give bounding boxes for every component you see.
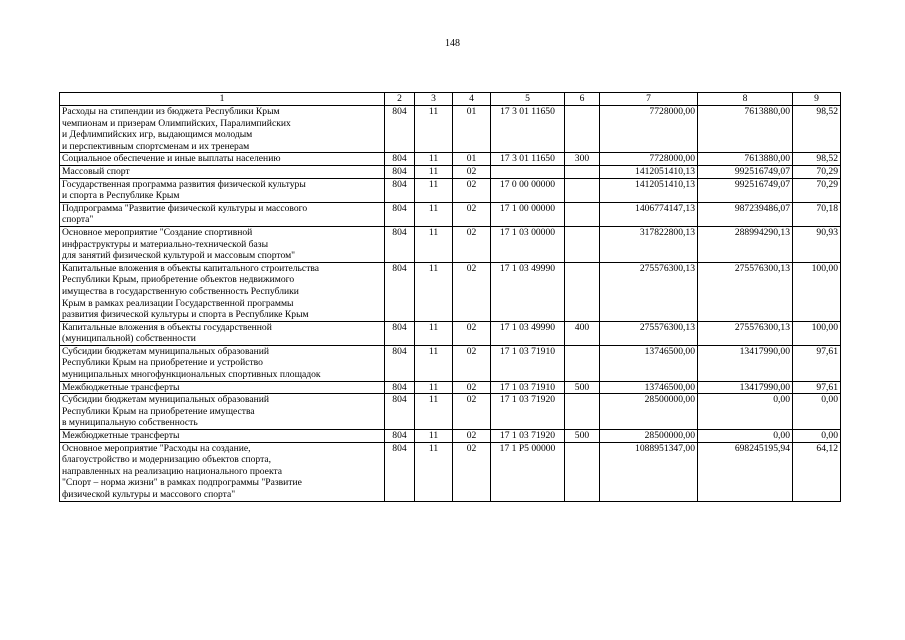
column-header-2: 2 [385, 93, 415, 106]
expense-type-cell [565, 226, 600, 262]
item-name-line: Государственная программа развития физической культуры [62, 178, 306, 190]
subsection-cell: 01 [453, 153, 491, 166]
item-name-cell [60, 394, 385, 430]
ved-code-cell: 804 [385, 430, 415, 443]
item-name-cell [60, 321, 385, 345]
subsection-cell: 02 [453, 202, 491, 226]
planned-amount-cell: 1412051410,13 [600, 178, 698, 202]
section-cell: 11 [415, 106, 453, 153]
section-cell: 11 [415, 153, 453, 166]
page-number: 148 [445, 38, 460, 49]
ved-code-cell: 804 [385, 321, 415, 345]
target-article-cell: 17 1 03 71920 [491, 430, 565, 443]
expense-type-cell [565, 202, 600, 226]
section-cell: 11 [415, 202, 453, 226]
item-name-line: Субсидии бюджетам муниципальных образований [62, 345, 270, 357]
column-header-4: 4 [453, 93, 491, 106]
budget-table [59, 92, 841, 502]
table-row [60, 262, 841, 321]
executed-amount-cell: 7613880,00 [698, 153, 793, 166]
subsection-cell: 02 [453, 381, 491, 394]
expense-type-cell: 500 [565, 381, 600, 394]
section-cell: 11 [415, 262, 453, 321]
expense-type-cell [565, 262, 600, 321]
planned-amount-cell: 1412051410,13 [600, 165, 698, 178]
item-name-line: физической культуры и массового спорта" [62, 489, 236, 500]
item-name-line: Социальное обеспечение и иные выплаты населению [62, 153, 281, 165]
target-article-cell: 17 1 03 49990 [491, 262, 565, 321]
column-header-9: 9 [793, 93, 841, 106]
planned-amount-cell: 28500000,00 [600, 430, 698, 443]
subsection-cell: 02 [453, 262, 491, 321]
section-cell: 11 [415, 178, 453, 202]
item-name-line: спорта" [62, 214, 94, 226]
item-name-line: Межбюджетные трансферты [62, 381, 180, 393]
execution-percent-cell: 100,00 [793, 262, 841, 321]
item-name-line: инфраструктуры и материально-технической базы [62, 238, 269, 250]
subsection-cell: 02 [453, 430, 491, 443]
execution-percent-cell: 0,00 [793, 430, 841, 443]
ved-code-cell: 804 [385, 442, 415, 501]
executed-amount-cell: 7613880,00 [698, 106, 793, 153]
executed-amount-cell: 992516749,07 [698, 178, 793, 202]
expense-type-cell: 300 [565, 153, 600, 166]
target-article-cell: 17 1 03 71910 [491, 345, 565, 381]
item-name-cell [60, 178, 385, 202]
section-cell: 11 [415, 321, 453, 345]
table-row [60, 381, 841, 394]
column-header-6: 6 [565, 93, 600, 106]
section-cell: 11 [415, 381, 453, 394]
execution-percent-cell: 0,00 [793, 394, 841, 430]
section-cell: 11 [415, 394, 453, 430]
execution-percent-cell: 97,61 [793, 381, 841, 394]
section-cell: 11 [415, 345, 453, 381]
planned-amount-cell: 1406774147,13 [600, 202, 698, 226]
target-article-cell: 17 1 03 71910 [491, 381, 565, 394]
item-name-line: Расходы на стипендии из бюджета Республики Крым [62, 106, 280, 117]
table-body [60, 106, 841, 502]
item-name-line: Основное мероприятие "Расходы на создание, [62, 442, 251, 454]
item-name-line: "Спорт – норма жизни" в рамках подпрограммы "Развитие [62, 477, 302, 489]
planned-amount-cell: 1088951347,00 [600, 442, 698, 501]
table-row [60, 345, 841, 381]
item-name-line: Субсидии бюджетам муниципальных образований [62, 394, 270, 406]
table-row [60, 226, 841, 262]
item-name-cell [60, 165, 385, 178]
column-header-7: 7 [600, 93, 698, 106]
item-name-line: чемпионам и призерам Олимпийских, Паралимпийских [62, 117, 291, 129]
table-row [60, 430, 841, 443]
ved-code-cell: 804 [385, 202, 415, 226]
item-name-line: Массовый спорт [62, 165, 130, 177]
expense-type-cell [565, 165, 600, 178]
expense-type-cell [565, 106, 600, 153]
ved-code-cell: 804 [385, 165, 415, 178]
subsection-cell: 02 [453, 226, 491, 262]
item-name-line: Крым в рамках реализации Государственной программы [62, 297, 294, 309]
section-cell: 11 [415, 165, 453, 178]
item-name-cell [60, 430, 385, 443]
target-article-cell [491, 165, 565, 178]
execution-percent-cell: 70,18 [793, 202, 841, 226]
item-name-line: Основное мероприятие "Создание спортивной [62, 226, 253, 238]
target-article-cell: 17 3 01 11650 [491, 106, 565, 153]
item-name-line: развития физической культуры и спорта в Республике Крым [62, 309, 309, 321]
item-name-line: Республики Крым на приобретение и устройство [62, 357, 263, 369]
target-article-cell: 17 1 03 71920 [491, 394, 565, 430]
table-row [60, 321, 841, 345]
execution-percent-cell: 98,52 [793, 153, 841, 166]
item-name-line: (муниципальной) собственности [62, 333, 196, 345]
subsection-cell: 02 [453, 165, 491, 178]
ved-code-cell: 804 [385, 381, 415, 394]
ved-code-cell: 804 [385, 394, 415, 430]
item-name-cell [60, 202, 385, 226]
table-row [60, 106, 841, 153]
item-name-line: благоустройство и модернизацию объектов спорта, [62, 454, 272, 466]
item-name-cell [60, 381, 385, 394]
header-row [60, 93, 841, 106]
executed-amount-cell: 288994290,13 [698, 226, 793, 262]
subsection-cell: 01 [453, 106, 491, 153]
target-article-cell: 17 1 03 00000 [491, 226, 565, 262]
executed-amount-cell: 0,00 [698, 430, 793, 443]
table-row [60, 394, 841, 430]
table-row [60, 178, 841, 202]
item-name-line: Капитальные вложения в объекты капитального строительства [62, 262, 320, 274]
table-row [60, 153, 841, 166]
section-cell: 11 [415, 430, 453, 443]
planned-amount-cell: 7728000,00 [600, 153, 698, 166]
subsection-cell: 02 [453, 178, 491, 202]
expense-type-cell: 500 [565, 430, 600, 443]
expense-type-cell [565, 345, 600, 381]
expense-type-cell [565, 394, 600, 430]
item-name-line: Республики Крым, приобретение объектов недвижимого [62, 274, 295, 286]
executed-amount-cell: 987239486,07 [698, 202, 793, 226]
item-name-line: имущества в государственную собственность Республики [62, 285, 299, 297]
executed-amount-cell: 13417990,00 [698, 381, 793, 394]
column-header-3: 3 [415, 93, 453, 106]
execution-percent-cell: 97,61 [793, 345, 841, 381]
item-name-line: муниципальных многофункциональных спортивных площадок [62, 369, 321, 381]
item-name-cell [60, 442, 385, 501]
ved-code-cell: 804 [385, 345, 415, 381]
execution-percent-cell: 100,00 [793, 321, 841, 345]
ved-code-cell: 804 [385, 178, 415, 202]
item-name-line: для занятий физической культурой и массовым спортом" [62, 250, 296, 262]
item-name-line: Межбюджетные трансферты [62, 430, 180, 442]
planned-amount-cell: 275576300,13 [600, 262, 698, 321]
item-name-cell [60, 345, 385, 381]
item-name-line: в муниципальную собственность [62, 417, 198, 429]
table-row [60, 165, 841, 178]
expense-type-cell: 400 [565, 321, 600, 345]
executed-amount-cell: 992516749,07 [698, 165, 793, 178]
planned-amount-cell: 7728000,00 [600, 106, 698, 153]
section-cell: 11 [415, 226, 453, 262]
execution-percent-cell: 70,29 [793, 178, 841, 202]
item-name-line: направленных на реализацию национального проекта [62, 465, 283, 477]
target-article-cell: 17 1 03 49990 [491, 321, 565, 345]
item-name-cell [60, 106, 385, 153]
column-header-1: 1 [60, 93, 385, 106]
target-article-cell: 17 3 01 11650 [491, 153, 565, 166]
item-name-line: Капитальные вложения в объекты государственной [62, 321, 272, 333]
subsection-cell: 02 [453, 442, 491, 501]
table-row [60, 442, 841, 501]
target-article-cell: 17 1 P5 00000 [491, 442, 565, 501]
item-name-line: Республики Крым на приобретение имущества [62, 405, 255, 417]
item-name-cell [60, 262, 385, 321]
executed-amount-cell: 0,00 [698, 394, 793, 430]
planned-amount-cell: 317822800,13 [600, 226, 698, 262]
item-name-line: и спорта в Республике Крым [62, 190, 180, 202]
column-header-8: 8 [698, 93, 793, 106]
executed-amount-cell: 13417990,00 [698, 345, 793, 381]
execution-percent-cell: 70,29 [793, 165, 841, 178]
item-name-line: и Дефлимпийских игр, выдающимся молодым [62, 129, 253, 141]
item-name-cell [60, 153, 385, 166]
subsection-cell: 02 [453, 321, 491, 345]
executed-amount-cell: 698245195,94 [698, 442, 793, 501]
target-article-cell: 17 0 00 00000 [491, 178, 565, 202]
item-name-cell [60, 226, 385, 262]
subsection-cell: 02 [453, 394, 491, 430]
item-name-line: и перспективным спортсменам и их тренерам [62, 140, 250, 152]
planned-amount-cell: 13746500,00 [600, 345, 698, 381]
execution-percent-cell: 98,52 [793, 106, 841, 153]
item-name-line: Подпрограмма "Развитие физической культуры и массового [62, 202, 308, 214]
execution-percent-cell: 64,12 [793, 442, 841, 501]
section-cell: 11 [415, 442, 453, 501]
execution-percent-cell: 90,93 [793, 226, 841, 262]
target-article-cell: 17 1 00 00000 [491, 202, 565, 226]
executed-amount-cell: 275576300,13 [698, 262, 793, 321]
planned-amount-cell: 28500000,00 [600, 394, 698, 430]
ved-code-cell: 804 [385, 226, 415, 262]
column-header-5: 5 [491, 93, 565, 106]
executed-amount-cell: 275576300,13 [698, 321, 793, 345]
planned-amount-cell: 13746500,00 [600, 381, 698, 394]
ved-code-cell: 804 [385, 153, 415, 166]
table-row [60, 202, 841, 226]
ved-code-cell: 804 [385, 262, 415, 321]
expense-type-cell [565, 442, 600, 501]
ved-code-cell: 804 [385, 106, 415, 153]
planned-amount-cell: 275576300,13 [600, 321, 698, 345]
subsection-cell: 02 [453, 345, 491, 381]
expense-type-cell [565, 178, 600, 202]
